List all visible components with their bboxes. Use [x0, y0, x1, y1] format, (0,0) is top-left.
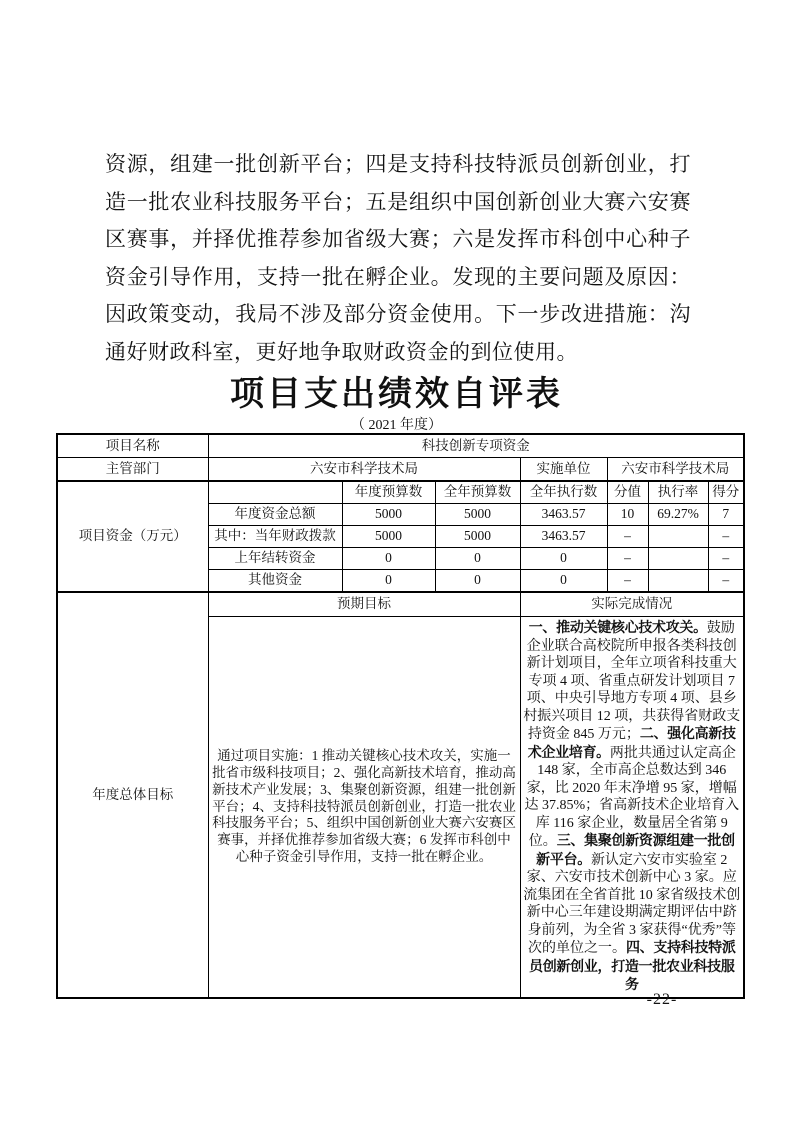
- funding-cell: –: [607, 548, 648, 570]
- funding-row-label: 其他资金: [208, 570, 342, 593]
- funding-row-label: 其中：当年财政拨款: [208, 526, 342, 548]
- actual-completion-text-cell: 一、推动关键核心技术攻关。鼓励企业联合高校院所申报各类科技创新计划项目，全年立项省科技重大专项 4 项、省重点研发计划项目 7 项、中央引导地方专项 4 项、县乡村振兴项目 12 项，共获得省财政支持资金 845 万元；二、强化高新技术企业培育。两批共通过认定高企 148 家，全市高企总数达到 346 家，比 2020 年末净增 95 家，增幅达 37.85%；省高新技术企业培育入库 116 家企业，数量居全省第 9 位。三、集聚创新资源组建一批创新平台。新认定六安市实验室 2 家、六安市技术创新中心 3 家。应流集团在全省首批 10 家省级技术创新中心三年建设期满定期评估中跻身前列，为全省 3 家获得“优秀”等次的单位之一。四、支持科技特派员创新创业，打造一批农业科技服务: [520, 617, 744, 999]
- funding-cell: 5000: [342, 504, 435, 526]
- dept-label-cell: 主管部门: [57, 458, 208, 482]
- evaluation-table: [56, 433, 745, 999]
- funding-cell: [648, 526, 708, 548]
- funding-cell: [648, 570, 708, 593]
- funding-cell: 0: [520, 570, 607, 593]
- table-row: [57, 434, 744, 458]
- funding-section-label-cell: 项目资金（万元）: [57, 481, 208, 592]
- page-subtitle: （ 2021 年度）: [351, 418, 442, 433]
- funding-cell: 7: [708, 504, 744, 526]
- funding-row-label: 上年结转资金: [208, 548, 342, 570]
- funding-cell: 3463.57: [520, 504, 607, 526]
- funding-header-row: [57, 481, 744, 504]
- project-name-label-cell: 项目名称: [57, 434, 208, 458]
- page-title: 项目支出绩效自评表: [230, 376, 563, 413]
- funding-cell: 0: [520, 548, 607, 570]
- funding-cell: 0: [342, 548, 435, 570]
- funding-cell: 5000: [435, 526, 520, 548]
- funding-col-header-score: 得分: [708, 481, 744, 504]
- page-number: -22-: [646, 991, 678, 1008]
- funding-col-header-weight: 分值: [607, 481, 648, 504]
- funding-cell: –: [607, 570, 648, 593]
- goals-row-label-cell: 年度总体目标: [57, 592, 208, 998]
- funding-cell: 5000: [435, 504, 520, 526]
- funding-col-header-annual-budget: 年度预算数: [342, 481, 435, 504]
- table-row: [57, 458, 744, 482]
- funding-cell: [648, 548, 708, 570]
- funding-row-label: 年度资金总额: [208, 504, 342, 526]
- funding-cell: 69.27%: [648, 504, 708, 526]
- expected-goal-header-cell: 预期目标: [208, 592, 520, 617]
- funding-cell: –: [708, 570, 744, 593]
- actual-completion-header-cell: 实际完成情况: [520, 592, 744, 617]
- funding-col-header-executed: 全年执行数: [520, 481, 607, 504]
- funding-col-header-exec-rate: 执行率: [648, 481, 708, 504]
- funding-cell: 0: [435, 548, 520, 570]
- funding-cell: 0: [342, 570, 435, 593]
- funding-cell: –: [708, 548, 744, 570]
- impl-unit-value-cell: 六安市科学技术局: [607, 458, 744, 482]
- expected-goal-text-cell: 通过项目实施：1 推动关键核心技术攻关，实施一批省市级科技项目；2、强化高新技术培育，推动高新技术产业发展；3、集聚创新资源，组建一批创新平台；4、支持科技特派员创新创业，打造一批农业科技服务平台；5、组织中国创新创业大赛六安赛区赛事，并择优推荐参加省级大赛；6 发挥市科创中心种子资金引导作用，支持一批在孵企业。: [208, 617, 520, 999]
- funding-cell: 3463.57: [520, 526, 607, 548]
- dept-value-cell: 六安市科学技术局: [208, 458, 520, 482]
- funding-cell: –: [607, 526, 648, 548]
- project-name-value-cell: 科技创新专项资金: [208, 434, 744, 458]
- funding-cell: 10: [607, 504, 648, 526]
- funding-cell: 0: [435, 570, 520, 593]
- impl-unit-label-cell: 实施单位: [520, 458, 607, 482]
- funding-cell: 5000: [342, 526, 435, 548]
- funding-header-spacer-cell: [208, 481, 342, 504]
- goals-header-row: [57, 592, 744, 617]
- body-paragraph: 资源，组建一批创新平台；四是支持科技特派员创新创业，打造一批农业科技服务平台；五是组织中国创新创业大赛六安赛区赛事，并择优推荐参加省级大赛；六是发挥市科创中心种子资金引导作用，支持一批在孵企业。发现的主要问题及原因：因政策变动，我局不涉及部分资金使用。下一步改进措施：沟通好财政科室，更好地争取财政资金的到位使用。: [105, 152, 691, 364]
- funding-col-header-fullyear-budget: 全年预算数: [435, 481, 520, 504]
- funding-cell: –: [708, 526, 744, 548]
